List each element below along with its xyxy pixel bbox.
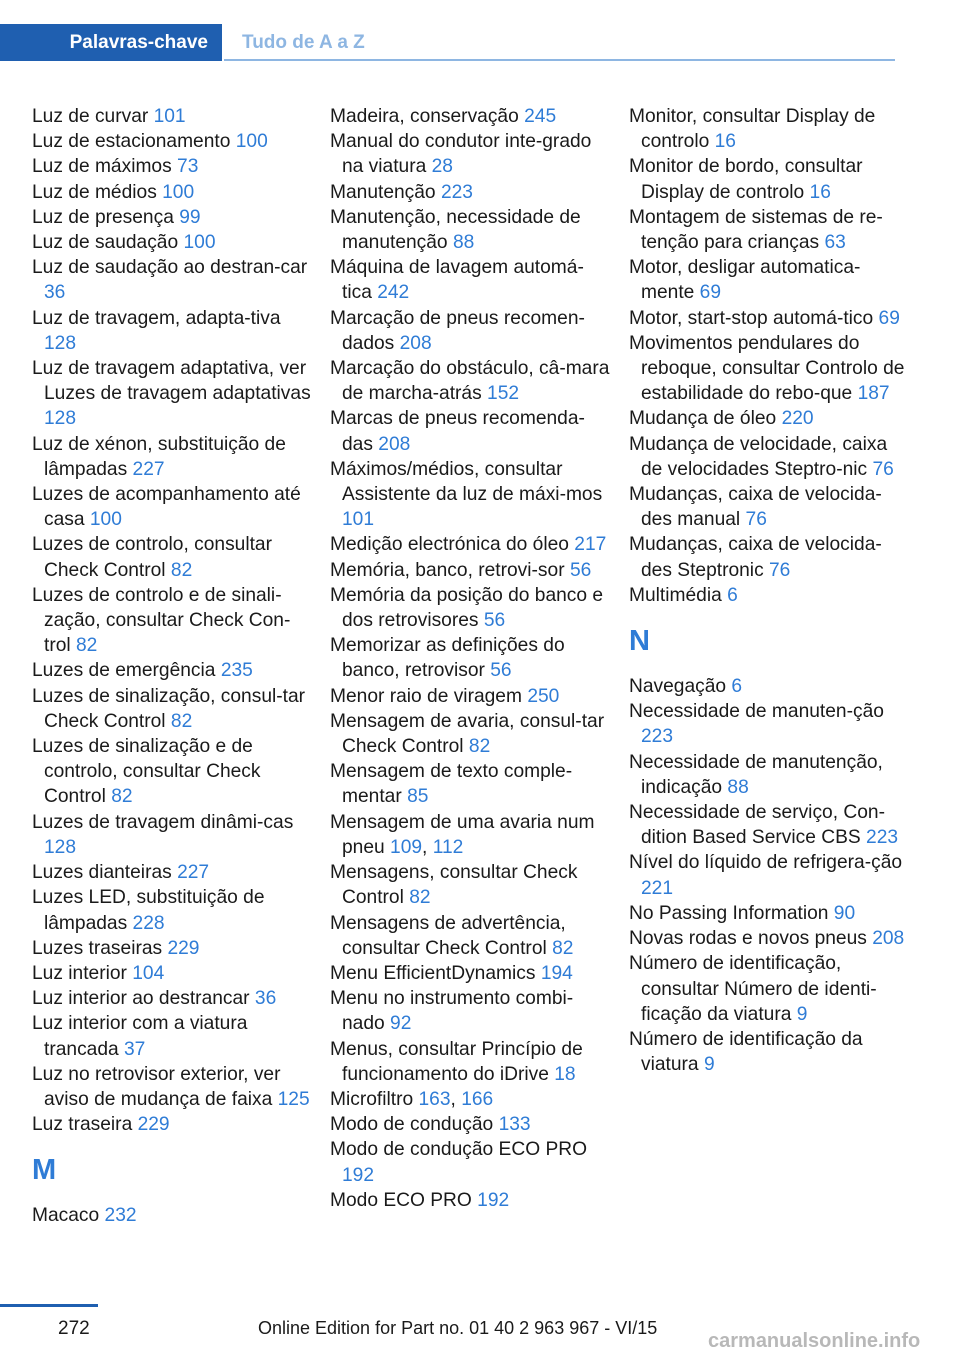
index-entry-text: Mudanças, caixa de velocida‐des manual [629, 484, 882, 531]
index-entry [629, 104, 911, 154]
index-entry [32, 885, 314, 935]
page-link[interactable]: 229 [137, 1114, 170, 1136]
index-entry [330, 205, 612, 255]
index-entry-text: Mudança de velocidade, caixa de velocidades Steptro‐nic [629, 433, 888, 480]
index-entry-text: Necessidade de manutenção, indicação [629, 751, 883, 798]
index-entry-text: Luzes traseiras [32, 937, 163, 959]
page-link[interactable]: 92 [390, 1013, 412, 1035]
index-entry [32, 684, 314, 734]
page-link[interactable]: 9 [796, 1003, 808, 1025]
index-entry [32, 1203, 314, 1228]
index-column-3 [629, 104, 911, 1077]
page-link[interactable]: 69 [699, 282, 722, 304]
index-entry-text: Luzes de controlo, consultar Check Control [32, 534, 272, 581]
index-entry-text: Luz interior ao destrancar [32, 988, 250, 1010]
index-entry [32, 432, 314, 482]
page-link[interactable]: 82 [170, 710, 193, 732]
index-entry-text: Necessidade de serviço, Con‐dition Based Service CBS [629, 802, 885, 849]
index-entry-text: Luz de estacionamento [32, 131, 231, 153]
page-link[interactable]: 192 [477, 1189, 510, 1211]
index-entry-text: Monitor, consultar Display de controlo [629, 106, 876, 153]
index-entry-text: Mensagem de texto comple‐mentar [330, 761, 573, 808]
index-entry-text: Máximos/médios, consultar Assistente da luz de máxi‐mos [330, 458, 603, 506]
index-entry-text: Mensagem de avaria, consul‐tar Check Control [330, 710, 605, 758]
index-entry-text: Marcação de pneus recomen‐dados [330, 307, 585, 354]
index-entry [330, 180, 612, 205]
page-link[interactable]: 208 [872, 928, 905, 950]
page-link[interactable]: 82 [552, 937, 574, 959]
page-link[interactable]: 125 [277, 1088, 310, 1110]
index-entry [629, 674, 911, 699]
index-entry [32, 860, 314, 885]
index-entry [330, 633, 612, 683]
page-link[interactable]: 56 [569, 559, 592, 581]
index-entry [330, 684, 612, 709]
page-link[interactable]: 112 [432, 836, 464, 858]
page-link[interactable]: 245 [524, 106, 557, 127]
page-link[interactable]: 100 [89, 509, 122, 531]
page-link[interactable]: 223 [440, 181, 473, 203]
page-link[interactable]: 69 [878, 307, 900, 329]
index-entry [629, 1027, 911, 1077]
footer-rule [0, 1304, 98, 1307]
page-link[interactable]: 16 [714, 131, 736, 153]
index-entry-text: Mensagens, consultar Check Control [330, 862, 578, 909]
index-column-1 [32, 104, 314, 1229]
index-entry [330, 104, 612, 129]
index-entry-text: Luz de travagem adaptativa, ver Luzes de travagem adaptativas [32, 358, 311, 405]
index-entry-text: Marcação do obstáculo, câ‐mara de marcha-atrás [330, 358, 610, 405]
index-entry [330, 986, 612, 1036]
index-entry-text: Modo de condução [330, 1114, 494, 1136]
index-entry [629, 750, 911, 800]
index-entry [32, 230, 314, 255]
index-entry-text: Memória, banco, retrovi‐sor [330, 559, 565, 581]
page-link[interactable]: 163 [418, 1088, 451, 1110]
index-entry-text: Mudanças, caixa de velocida‐des Steptronic [629, 534, 882, 581]
page-link[interactable]: 220 [781, 408, 814, 430]
index-entry [330, 558, 612, 583]
index-entry-text: Marcas de pneus recomenda‐das [330, 408, 585, 455]
page-link[interactable]: 128 [44, 836, 77, 858]
index-entry [32, 482, 314, 532]
index-entry [629, 406, 911, 431]
index-entry-text: Montagem de sistemas de re‐tenção para crianças [629, 206, 883, 254]
index-entry-text: Luzes de emergência [32, 660, 216, 682]
page-link[interactable]: 82 [76, 635, 98, 657]
index-entry-text: Multimédia [629, 584, 722, 606]
index-entry [32, 129, 314, 154]
page-link[interactable]: 221 [641, 877, 674, 899]
page-link[interactable]: 208 [378, 433, 411, 455]
index-entry-text: Luzes LED, substituição de lâmpadas [32, 887, 265, 934]
index-entry-text: Menu no instrumento combi‐nado [330, 988, 574, 1035]
index-entry [629, 306, 911, 331]
index-letter-heading: M [32, 1154, 57, 1187]
page-link[interactable]: 82 [468, 736, 491, 758]
page-link[interactable]: 90 [833, 902, 856, 924]
index-entry-text: Luzes dianteiras [32, 862, 172, 884]
index-entry [330, 406, 612, 456]
index-entry [32, 1062, 314, 1112]
index-entry [330, 860, 612, 910]
page-link[interactable]: 56 [490, 660, 512, 682]
index-entry [629, 331, 911, 407]
index-entry-text: Luzes de sinalização, consul‐tar Check Control [32, 685, 306, 732]
index-entry-text: Luzes de controlo e de sinali‐zação, consultar Check Con‐trol [32, 584, 291, 657]
index-entry-text: Luz de xénon, substituição de lâmpadas [32, 433, 286, 480]
page-link[interactable]: 6 [731, 676, 743, 698]
index-entry [32, 532, 314, 582]
index-entry [629, 951, 911, 1027]
page-link[interactable]: 232 [104, 1205, 137, 1227]
index-entry-text: Novas rodas e novos pneus [629, 928, 867, 950]
page-link[interactable]: 229 [167, 937, 200, 959]
index-entry: Microfiltro 163, 166 [330, 1088, 494, 1110]
page-link[interactable]: 192 [342, 1164, 375, 1186]
page-link[interactable]: 63 [824, 232, 846, 254]
page-link[interactable]: 194 [540, 962, 573, 984]
page-link[interactable]: 56 [483, 610, 506, 632]
page-link[interactable]: 250 [527, 685, 560, 707]
index-entry [32, 180, 314, 205]
page-link[interactable]: 128 [44, 332, 77, 354]
index-entry [32, 205, 314, 230]
page-link[interactable]: 217 [574, 534, 607, 556]
page-link[interactable]: 76 [872, 458, 894, 480]
index-entry-text: No Passing Information [629, 902, 829, 924]
index-entry [32, 936, 314, 961]
index-entry [330, 532, 612, 557]
page-link[interactable]: 82 [170, 559, 193, 581]
index-entry [32, 658, 314, 683]
page-link[interactable]: 223 [641, 726, 674, 748]
index-entry [32, 104, 314, 129]
index-entry-text: Luz de saudação [32, 232, 179, 254]
index-entry [629, 482, 911, 532]
edition-text: Online Edition for Part no. 01 40 2 963 967 - VI/15 [258, 1318, 658, 1338]
page-link[interactable]: 88 [727, 776, 749, 798]
header-tabs [0, 24, 895, 61]
page-link[interactable]: 223 [866, 827, 899, 849]
index-entry [330, 583, 612, 633]
index-entry [32, 306, 314, 356]
index-entry [629, 699, 911, 749]
index-entry-text: Menor raio de viragem [330, 685, 522, 707]
page-link[interactable]: 85 [407, 786, 429, 808]
index-entry [32, 810, 314, 860]
index-entry-text: Luz de médios [32, 181, 157, 203]
index-entry-text: Luz interior [32, 962, 127, 984]
index-entry [32, 986, 314, 1011]
page-link[interactable]: 228 [132, 912, 165, 934]
index-entry [330, 1112, 612, 1137]
index-entry-text: Navegação [629, 676, 727, 698]
index-entry-text: Luzes de acompanhamento até casa [32, 484, 301, 531]
index-entry [629, 850, 911, 900]
index-entry-text: Memorizar as definições do banco, retrovisor [330, 635, 565, 682]
index-entry-text: Menu EfficientDynamics [330, 962, 536, 984]
page-link[interactable]: 36 [44, 282, 66, 304]
page-link[interactable]: 152 [487, 383, 520, 405]
index-entry-text: Luz de travagem, adapta‐tiva [32, 307, 281, 329]
index-entry-text: Memória da posição do banco e dos retrovisores [330, 584, 604, 632]
index-entry: Mensagem de uma avaria num pneu 109, 112 [330, 811, 595, 858]
index-entry-text: Máquina de lavagem automá‐tica [330, 257, 584, 304]
page-link[interactable]: 73 [177, 156, 199, 178]
page-link[interactable]: 6 [727, 584, 738, 606]
index-entry [629, 255, 911, 305]
index-entry [629, 432, 911, 482]
page-link[interactable]: 166 [461, 1088, 494, 1110]
index-entry-text: Luz de curvar [32, 106, 149, 127]
index-entry-text: Motor, desligar automatica‐mente [629, 257, 861, 304]
index-entry-text: Madeira, conservação [330, 106, 519, 127]
index-entry [32, 583, 314, 659]
page-link[interactable]: 100 [235, 131, 268, 153]
index-entry-text: Mensagem de uma avaria num pneu [330, 811, 595, 858]
index-entry-text: Movimentos pendulares do reboque, consultar Controlo de estabilidade do rebo‐que [629, 332, 905, 405]
page-link[interactable]: 133 [498, 1114, 531, 1136]
index-entry [330, 306, 612, 356]
index-entry [330, 1037, 612, 1087]
index-entry-text: Nível do líquido de refrigera‐ção [629, 852, 903, 874]
index-entry [330, 709, 612, 759]
index-entry-text: Menus, consultar Princípio de funcionamento do iDrive [330, 1038, 583, 1085]
index-entry-text: Número de identificação da viatura [629, 1028, 863, 1076]
index-entry [330, 129, 612, 179]
page-link[interactable]: 88 [452, 232, 475, 254]
index-entry-text: Medição electrónica do óleo [330, 534, 569, 556]
page-link[interactable]: 16 [809, 181, 831, 203]
page-link[interactable]: 82 [111, 786, 133, 808]
index-entry-text: Luz traseira [32, 1114, 133, 1136]
index-entry [629, 583, 911, 608]
page-number: 272 [58, 1318, 90, 1339]
index-entry [629, 532, 911, 582]
index-entry-text: Microfiltro [330, 1088, 414, 1110]
index-entry-text: Modo ECO PRO [330, 1189, 472, 1211]
index-entry [629, 901, 911, 926]
page-link[interactable]: 36 [254, 988, 277, 1010]
page-link[interactable]: 99 [179, 206, 201, 228]
index-entry-text: Luz de saudação ao destran‐car [32, 257, 308, 279]
index-entry [629, 154, 911, 204]
index-entry-text: Mudança de óleo [629, 408, 777, 430]
index-entry [32, 1112, 314, 1137]
page-link[interactable]: 104 [132, 962, 165, 984]
index-entry [330, 255, 612, 305]
index-entry [32, 154, 314, 179]
index-entry-text: Necessidade de manuten‐ção [629, 701, 884, 723]
index-column-2 [330, 104, 612, 1213]
index-entry [629, 205, 911, 255]
index-entry [32, 1011, 314, 1061]
index-entry-text: Luzes de sinalização e de controlo, consultar Check Control [32, 736, 261, 808]
index-entry-text: Luz interior com a viatura trancada [32, 1013, 248, 1060]
watermark: carmanualsonline.info [708, 1330, 921, 1352]
page-link[interactable]: 37 [124, 1038, 146, 1060]
index-entry [330, 1188, 612, 1213]
page-link[interactable]: 100 [162, 181, 195, 203]
index-letter-heading: N [629, 625, 650, 658]
index-entry-text: Monitor de bordo, consultar Display de controlo [629, 156, 863, 203]
page-link[interactable]: 128 [44, 408, 77, 430]
index-entry-text: Modo de condução ECO PRO [330, 1139, 588, 1161]
index-entry-text: Manutenção [330, 181, 436, 203]
index-entry-text: Número de identificação, consultar Número de identi‐ficação da viatura [629, 953, 877, 1025]
page-link[interactable]: 208 [399, 332, 432, 354]
index-entry-text: Mensagens de advertência, consultar Check Control [330, 912, 566, 959]
page-link[interactable]: 227 [177, 862, 210, 884]
index-entry-text: Luz de presença [32, 206, 174, 228]
page-link[interactable]: 235 [220, 660, 253, 682]
index-entry-text: Luz no retrovisor exterior, ver aviso de mudança de faixa [32, 1063, 281, 1110]
page-link[interactable]: 227 [132, 458, 165, 480]
index-entry [629, 926, 911, 951]
index-entry [330, 961, 612, 986]
index-entry-text: Macaco [32, 1205, 100, 1227]
page-link[interactable]: 101 [342, 509, 375, 531]
tab-keywords[interactable]: Palavras-chave [0, 24, 222, 61]
page-link[interactable]: 82 [409, 887, 431, 909]
page-link[interactable]: 76 [769, 559, 791, 581]
page-link[interactable]: 28 [431, 156, 453, 178]
page-link[interactable]: 18 [554, 1063, 576, 1085]
page-link[interactable]: 101 [153, 106, 186, 127]
index-entry-text: Luzes de travagem dinâmi‐cas [32, 811, 294, 833]
index-entry [32, 961, 314, 986]
index-entry [330, 457, 612, 533]
page-link[interactable]: 100 [183, 232, 216, 254]
index-entry [330, 759, 612, 809]
page-link[interactable]: 242 [377, 282, 410, 304]
index-entry [330, 911, 612, 961]
tab-a-to-z[interactable]: Tudo de A a Z [242, 31, 365, 53]
index-entry-text: Luz de máximos [32, 156, 172, 178]
index-entry [629, 800, 911, 850]
index-entry [330, 1137, 612, 1187]
index-entry-text: Manutenção, necessidade de manutenção [330, 206, 581, 254]
tab-underline [224, 59, 895, 61]
index-entry-text: Motor, start-stop automá‐tico [629, 307, 874, 329]
page-link[interactable]: 76 [745, 509, 767, 531]
page-link[interactable]: 187 [857, 383, 890, 405]
page-link[interactable]: 109 [390, 836, 423, 858]
index-entry [32, 255, 314, 305]
index-entry [32, 356, 314, 432]
index-entry [330, 356, 612, 406]
index-entry [32, 734, 314, 810]
page-link[interactable]: 9 [703, 1054, 715, 1076]
index-entry-text: Manual do condutor inte‐grado na viatura [330, 131, 592, 178]
